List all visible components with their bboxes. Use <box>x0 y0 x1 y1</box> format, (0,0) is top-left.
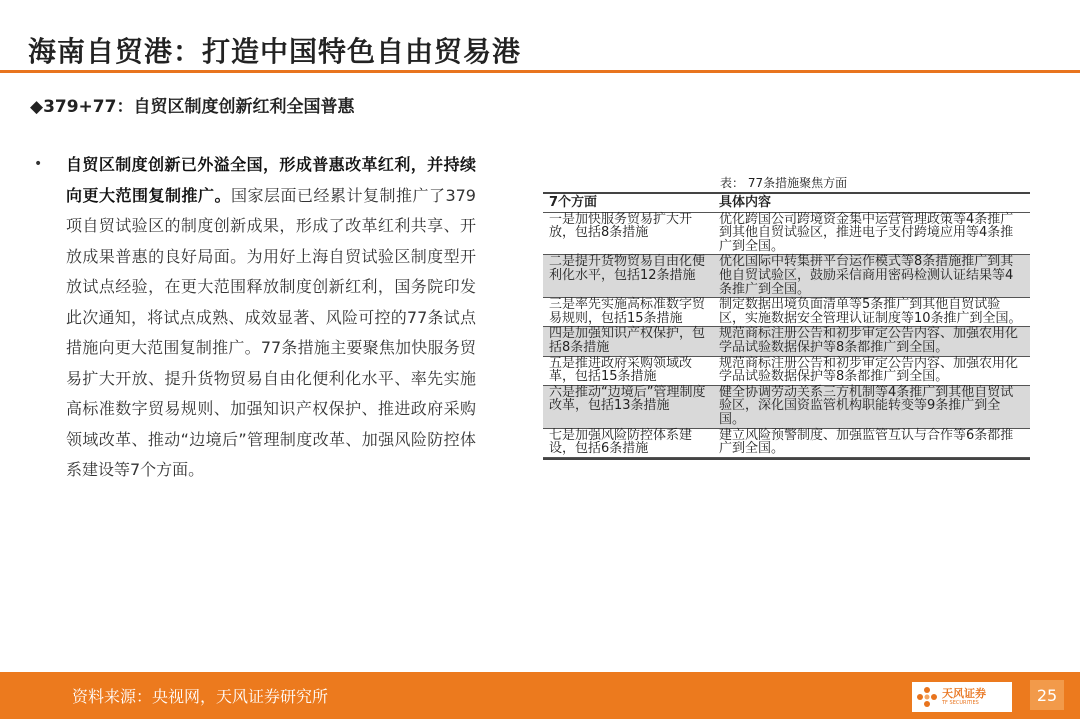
table-cell-content: 规范商标注册公告和初步审定公告内容、加强农用化学品试验数据保护等8条都推广到全国。 <box>713 327 1030 356</box>
company-logo <box>912 682 1012 712</box>
table-row <box>543 327 1030 356</box>
table-cell-content: 健全协调劳动关系三方机制等4条推广到其他自贸试验区，深化国资监管机构职能转变等9条推广到全国。 <box>713 385 1030 428</box>
table-header-row <box>543 194 1030 212</box>
table-cell-aspect: 二是提升货物贸易自由化便利化水平，包括12条措施 <box>543 255 713 298</box>
table-cell-content: 建立风险预警制度、加强监管互认与合作等6条都推广到全国。 <box>713 428 1030 457</box>
table-cell-aspect: 七是加强风险防控体系建设，包括6条措施 <box>543 428 713 457</box>
table-row <box>543 385 1030 428</box>
table-bottom-rule <box>543 458 1030 460</box>
page-number: 25 <box>1030 680 1064 710</box>
logo-text-en: TF SECURITIES <box>942 699 979 706</box>
body-bold-lead: 自贸区制度创新已外溢全国，形成普惠改革红利，并持续向更大范围复制推广。 <box>66 155 476 205</box>
table-row <box>543 298 1030 327</box>
table-header-aspect: 7个方面 <box>543 194 713 212</box>
logo-text-cn: 天风证券 <box>942 686 986 700</box>
title-divider <box>0 70 1080 73</box>
table-caption: 表： 77条措施聚焦方面 <box>720 176 848 190</box>
table-cell-content: 规范商标注册公告和初步审定公告内容、加强农用化学品试验数据保护等8条都推广到全国。 <box>713 356 1030 385</box>
page-title: 海南自贸港：打造中国特色自由贸易港 <box>28 35 522 68</box>
table-cell-content: 制定数据出境负面清单等5条推广到其他自贸试验区，实施数据安全管理认证制度等10条推广到全国。 <box>713 298 1030 327</box>
table-header-content: 具体内容 <box>713 194 1030 212</box>
footer-bar <box>0 672 1080 719</box>
table-row <box>543 428 1030 457</box>
table-cell-content: 优化国际中转集拼平台运作模式等8条措施推广到其他自贸试验区，鼓励采信商用密码检测认证结果等4条推广到全国。 <box>713 255 1030 298</box>
body-paragraph <box>66 150 476 486</box>
logo-mark-icon <box>916 686 938 708</box>
source-note: 资料来源：央视网，天风证券研究所 <box>72 687 329 706</box>
table-cell-content: 优化跨国公司跨境资金集中运营管理政策等4条推广到其他自贸试验区，推进电子支付跨境应用等4条推广到全国。 <box>713 212 1030 255</box>
table-cell-aspect: 一是加快服务贸易扩大开放，包括8条措施 <box>543 212 713 255</box>
measures-table <box>543 192 1030 460</box>
section-subtitle: ◆379+77：自贸区制度创新红利全国普惠 <box>30 97 355 117</box>
table-cell-aspect: 四是加强知识产权保护，包括8条措施 <box>543 327 713 356</box>
table-row <box>543 356 1030 385</box>
body-text: 国家层面已经累计复制推广了379项自贸试验区的制度创新成果，形成了改革红利共享、开放成果普惠的良好局面。为用好上海自贸试验区制度型开放试点经验，在更大范围释放制度创新红利，国务院印发此次通知，将试点成熟、成效显著、风险可控的77条试点措施向更大范围复制推广。77条措施主要聚焦加快服务贸易扩大开放、提升货物贸易自由化便利化水平、率先实施高标准数字贸易规则、加强知识产权保护、推进政府采购领域改革、推动“边境后”管理制度改革、加强风险防控体系建设等7个方面。 <box>66 185 476 479</box>
table-row <box>543 212 1030 255</box>
table-row <box>543 255 1030 298</box>
bullet-marker: • <box>34 156 43 172</box>
table-cell-aspect: 六是推动“边境后”管理制度改革，包括13条措施 <box>543 385 713 428</box>
table-cell-aspect: 三是率先实施高标准数字贸易规则，包括15条措施 <box>543 298 713 327</box>
table-cell-aspect: 五是推进政府采购领域改革，包括15条措施 <box>543 356 713 385</box>
